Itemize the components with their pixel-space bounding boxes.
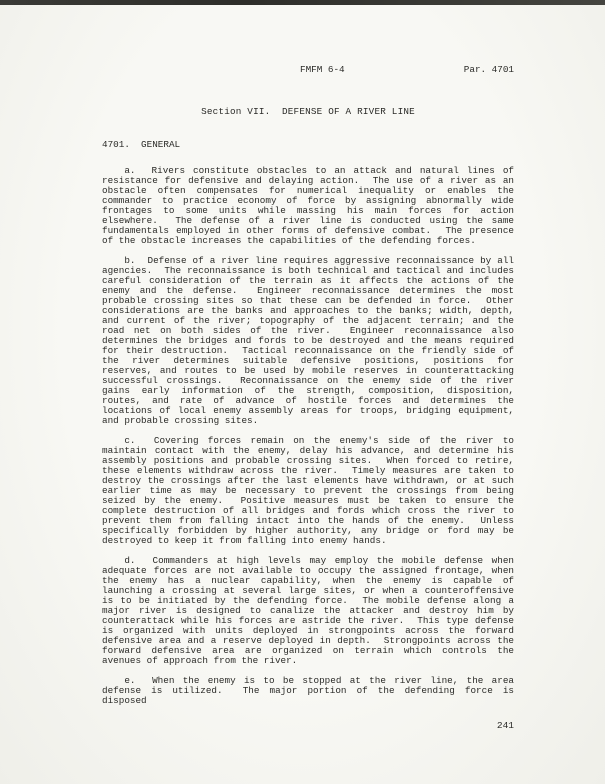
page-content xyxy=(102,64,520,706)
paragraph-b: b. Defense of a river line requires aggressive reconnaissance by all agencies. The reconnaissance is both technical and tactical and includes careful consideration of the terrain as it affects the actions of the enemy and the defense. Engineer reconnaissance determines the most probable crossing sites so that these can be defended in force. Other considerations are the banks and approaches to the banks; width, depth, and current of the river; topography of the adjacent terrain; and the road net on both sides of the river. Engineer reconnaissance also determines the bridges and fords to be destroyed and the means required for their destruction. Tactical reconnaissance on the friendly side of the river determines suitable defensive positions, positions for reserves, and routes to be used by mobile reserves in counterattacking successful crossings. Reconnaissance on the enemy side of the river gains early information of the strength, composition, disposition, routes, and rate of advance of hostile forces and determines the locations of local enemy assembly areas for troops, bridging equipment, and probable crossing sites. xyxy=(102,255,520,426)
document-reference: FMFM 6-4 xyxy=(300,64,345,75)
scan-edge xyxy=(0,0,605,5)
paragraph-a: a. Rivers constitute obstacles to an attack and natural lines of resistance for defensive and delaying action. The use of a river as an obstacle often compensates for numerical inequality or enables the commander to practice economy of force by assigning abnormally wide frontages to some units while massing his main forces for action elsewhere. The defense of a river line is conducted using the same fundamentals employed in other forms of defensive combat. The presence of the obstacle increases the capabilities of the defending forces. xyxy=(102,165,520,246)
paragraph-d: d. Commanders at high levels may employ the mobile defense when adequate forces are not available to occupy the assigned frontage, when the enemy has a nuclear capability, when the enemy is capable of launching a crossing at several large sites, or when a counteroffensive is to be initiated by the defending force. The mobile defense along a major river is designed to canalize the attacker and destroy him by counterattack while his forces are astride the river. This type defense is organized with units deployed in strongpoints across the forward defensive area and a reserve deployed in depth. Strongpoints across the forward defensive area are organized on terrain which controls the avenues of approach from the river. xyxy=(102,555,520,666)
paragraph-c: c. Covering forces remain on the enemy's side of the river to maintain contact with the enemy, delay his advance, and determine his assembly positions and probable crossing sites. When forced to retire, these elements withdraw across the river. Timely measures are taken to destroy the crossings after the last elements have withdrawn, or at such earlier time as may be necessary to prevent the crossings from being seized by the enemy. Positive measures must be taken to ensure the complete destruction of all bridges and fords which cross the river to prevent them from falling intact into the hands of the enemy. Unless specifically forbidden by higher authority, any bridge or ford may be destroyed to keep it from falling into enemy hands. xyxy=(102,435,520,546)
page-number: 241 xyxy=(496,720,514,731)
page-header xyxy=(102,64,514,76)
paragraph-heading: 4701. GENERAL xyxy=(102,139,181,150)
paragraph-reference: Par. 4701 xyxy=(463,64,514,75)
section-title: Section VII. DEFENSE OF A RIVER LINE xyxy=(201,106,415,117)
paragraph-e: e. When the enemy is to be stopped at the river line, the area defense is utilized. The major portion of the defending force is disposed xyxy=(102,675,520,706)
